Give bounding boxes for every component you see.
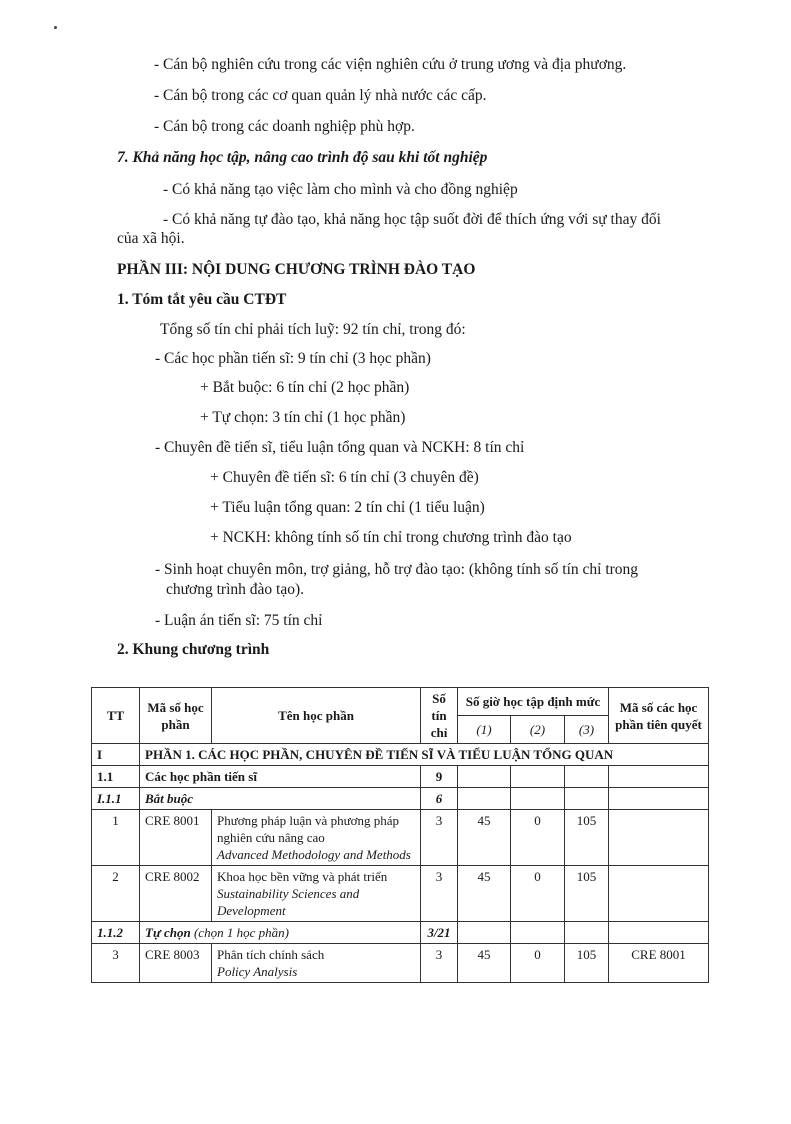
course-hours-3: 105 — [565, 866, 609, 922]
course-name-vi: Khoa học bền vững và phát triển — [217, 869, 388, 884]
summary-thesis: - Luận án tiến sĩ: 75 tín chỉ — [155, 612, 323, 629]
course-code: CRE 8002 — [140, 866, 212, 922]
table-row-subsection — [92, 922, 709, 944]
subsection-credits: 6 — [421, 788, 458, 810]
program-table — [91, 687, 709, 983]
table-row-part — [92, 744, 709, 766]
summary-topics: - Chuyên đề tiến sĩ, tiểu luận tổng quan và NCKH: 8 tín chỉ — [155, 439, 525, 456]
subsection-credits: 3/21 — [421, 922, 458, 944]
subsection-label-bold: Tự chọn — [145, 925, 191, 940]
course-hours-1: 45 — [458, 944, 511, 983]
course-name-vi: Phương pháp luận và phương pháp nghiên cứu nâng cao — [217, 813, 400, 845]
course-credits: 3 — [421, 866, 458, 922]
course-tt: 1 — [92, 810, 140, 866]
summary-topics-research: + NCKH: không tính số tín chỉ trong chương trình đào tạo — [210, 529, 572, 546]
header-hours-1: (1) — [458, 716, 511, 744]
summary-topics-phd: + Chuyên đề tiến sĩ: 6 tín chỉ (3 chuyên đề) — [210, 469, 479, 486]
course-code: CRE 8001 — [140, 810, 212, 866]
course-hours-3: 105 — [565, 944, 609, 983]
table-row-subsection — [92, 788, 709, 810]
course-name — [212, 866, 421, 922]
section7-item-2: - Có khả năng tự đào tạo, khả năng học tập suốt đời để thích ứng với sự thay đổi — [163, 211, 661, 228]
part-label: PHẦN 1. CÁC HỌC PHẦN, CHUYÊN ĐỀ TIẾN SĨ VÀ TIỂU LUẬN TỔNG QUAN — [140, 744, 709, 766]
course-prereq — [609, 810, 709, 866]
header-hours-3: (3) — [565, 716, 609, 744]
subsection-tt: 1.1.2 — [92, 922, 140, 944]
career-item-1: - Cán bộ nghiên cứu trong các viện nghiên cứu ở trung ương và địa phương. — [154, 56, 627, 73]
course-name-en: Sustainability Sciences and Development — [217, 886, 360, 918]
header-tt: TT — [92, 688, 140, 744]
course-tt: 2 — [92, 866, 140, 922]
header-name: Tên học phần — [212, 688, 421, 744]
section-label: Các học phần tiến sĩ — [140, 766, 421, 788]
header-prereq: Mã số các học phần tiên quyết — [609, 688, 709, 744]
course-prereq — [609, 866, 709, 922]
course-credits: 3 — [421, 810, 458, 866]
career-item-2: - Cán bộ trong các cơ quan quản lý nhà nước các cấp. — [154, 87, 487, 104]
summary-activities: - Sinh hoạt chuyên môn, trợ giảng, hỗ trợ đào tạo: (không tính số tín chỉ trong — [155, 561, 639, 578]
part3-sub1: 1. Tóm tắt yêu cầu CTĐT — [117, 291, 287, 308]
course-name — [212, 810, 421, 866]
header-code: Mã số học phần — [140, 688, 212, 744]
scan-speck — [54, 26, 57, 29]
table-row-section — [92, 766, 709, 788]
career-item-3: - Cán bộ trong các doanh nghiệp phù hợp. — [154, 118, 415, 135]
course-prereq: CRE 8001 — [609, 944, 709, 983]
section-tt: 1.1 — [92, 766, 140, 788]
course-hours-2: 0 — [511, 866, 565, 922]
section7-item-2-cont: của xã hội. — [117, 230, 185, 247]
section7-heading: 7. Khả năng học tập, nâng cao trình độ sau khi tốt nghiệp — [117, 149, 488, 166]
subsection-label-rest: (chọn 1 học phần) — [190, 925, 289, 940]
part-tt: I — [92, 744, 140, 766]
course-code: CRE 8003 — [140, 944, 212, 983]
section7-item-1: - Có khả năng tạo việc làm cho mình và cho đồng nghiệp — [163, 181, 518, 198]
table-header-row — [92, 688, 709, 716]
course-name — [212, 944, 421, 983]
summary-courses: - Các học phần tiến sĩ: 9 tín chỉ (3 học phần) — [155, 350, 431, 367]
table-row — [92, 810, 709, 866]
summary-topics-review: + Tiểu luận tổng quan: 2 tín chỉ (1 tiểu luận) — [210, 499, 485, 516]
course-hours-2: 0 — [511, 944, 565, 983]
table-row — [92, 866, 709, 922]
course-name-en: Advanced Methodology and Methods — [217, 847, 411, 862]
subsection-label: Bắt buộc — [140, 788, 421, 810]
section-credits: 9 — [421, 766, 458, 788]
course-hours-1: 45 — [458, 810, 511, 866]
summary-activities-cont: chương trình đào tạo). — [166, 581, 304, 598]
course-name-en: Policy Analysis — [217, 964, 298, 979]
header-hours-2: (2) — [511, 716, 565, 744]
subsection-label — [140, 922, 421, 944]
course-credits: 3 — [421, 944, 458, 983]
course-hours-1: 45 — [458, 866, 511, 922]
course-tt: 3 — [92, 944, 140, 983]
header-hours: Số giờ học tập định mức — [458, 688, 609, 716]
summary-elective: + Tự chọn: 3 tín chỉ (1 học phần) — [200, 409, 406, 426]
course-hours-3: 105 — [565, 810, 609, 866]
part3-sub2: 2. Khung chương trình — [117, 641, 270, 658]
summary-total: Tổng số tín chỉ phải tích luỹ: 92 tín chỉ, trong đó: — [160, 321, 466, 338]
header-credits: Số tín chỉ — [421, 688, 458, 744]
part3-heading: PHẦN III: NỘI DUNG CHƯƠNG TRÌNH ĐÀO TẠO — [117, 261, 476, 278]
course-hours-2: 0 — [511, 810, 565, 866]
course-name-vi: Phân tích chính sách — [217, 947, 325, 962]
summary-required: + Bắt buộc: 6 tín chỉ (2 học phần) — [200, 379, 410, 396]
table-row — [92, 944, 709, 983]
subsection-tt: I.1.1 — [92, 788, 140, 810]
